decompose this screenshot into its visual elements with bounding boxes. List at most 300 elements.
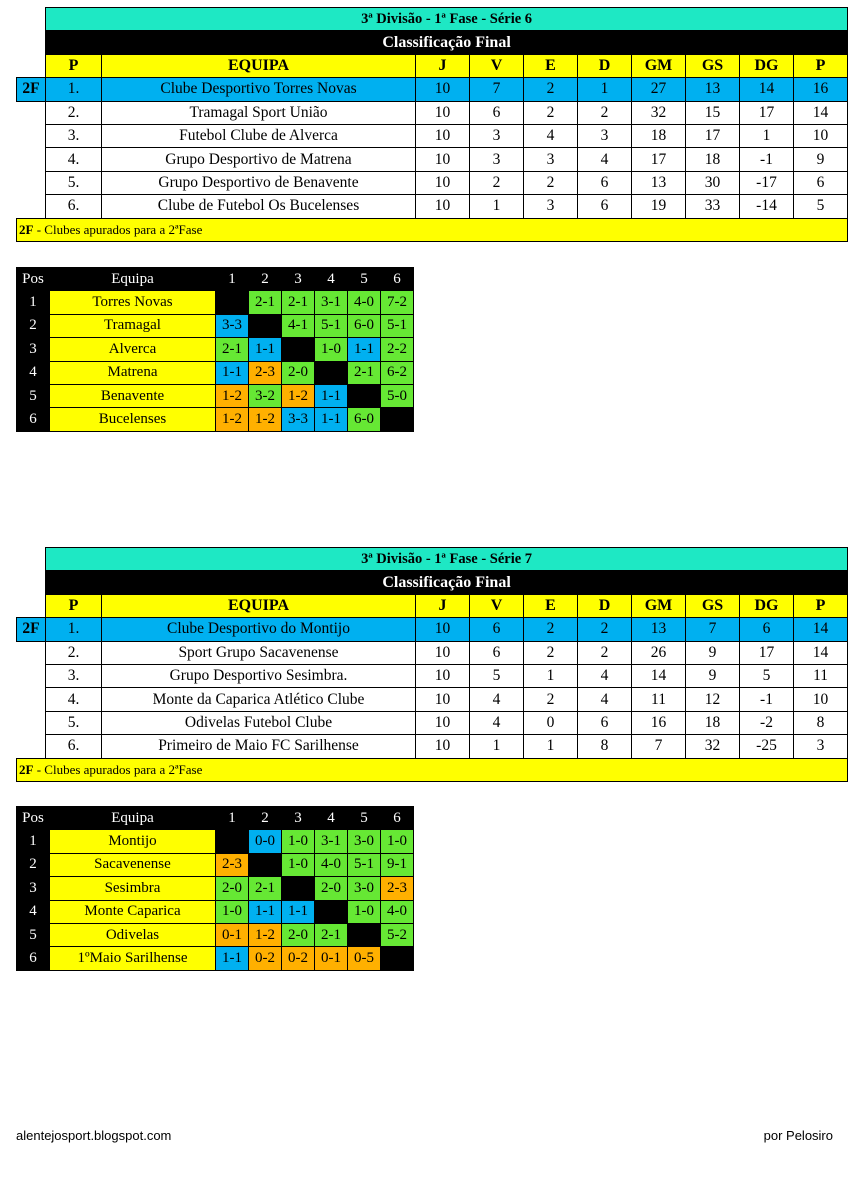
result-cell: 6-0: [348, 314, 381, 337]
matrix-team: 1ºMaio Sarilhense: [50, 947, 216, 970]
cell-points: 14: [794, 618, 848, 641]
cell-team: Sport Grupo Sacavenense: [102, 641, 416, 664]
result-cell: 2-1: [315, 923, 348, 946]
cell-lost: 4: [578, 688, 632, 711]
matrix-team: Sesimbra: [50, 877, 216, 900]
matrix-pos: 3: [17, 338, 50, 361]
cell-pos: 1.: [46, 618, 102, 641]
cell-won: 2: [470, 171, 524, 194]
cell-team: Clube Desportivo do Montijo: [102, 618, 416, 641]
cell-goals-for: 13: [632, 171, 686, 194]
matrix-team: Monte Caparica: [50, 900, 216, 923]
cell-drawn: 2: [524, 101, 578, 124]
cell-goals-against: 30: [686, 171, 740, 194]
cell-won: 6: [470, 101, 524, 124]
result-cell: 2-0: [282, 361, 315, 384]
qualified-badge: 2F: [17, 78, 46, 101]
result-cell: 1-1: [282, 900, 315, 923]
cell-lost: 2: [578, 101, 632, 124]
result-cell: 1-0: [315, 338, 348, 361]
cell-points: 14: [794, 641, 848, 664]
cell-pos: 3.: [46, 664, 102, 687]
matrix-team: Montijo: [50, 830, 216, 853]
result-cell: 2-0: [282, 923, 315, 946]
matrix-header-team: Equipa: [50, 807, 216, 830]
cell-drawn: 0: [524, 711, 578, 734]
col-header-goals-for: GM: [632, 54, 686, 77]
col-header-team: EQUIPA: [102, 54, 416, 77]
cell-played: 10: [416, 641, 470, 664]
cell-pos: 5.: [46, 711, 102, 734]
legend-text: - Clubes apurados para a 2ªFase: [33, 221, 203, 237]
matrix-row: [17, 338, 414, 361]
col-header-goals-against: GS: [686, 54, 740, 77]
result-cell: 1-0: [216, 900, 249, 923]
cell-team: Clube Desportivo Torres Novas: [102, 78, 416, 101]
matrix-self-cell: [249, 853, 282, 876]
matrix-self-cell: [315, 361, 348, 384]
standings-subtitle: Classificação Final: [46, 571, 848, 594]
matrix-team: Sacavenense: [50, 853, 216, 876]
matrix-row: [17, 830, 414, 853]
result-cell: 1-1: [216, 361, 249, 384]
cell-points: 3: [794, 735, 848, 758]
cell-pos: 4.: [46, 688, 102, 711]
matrix-self-cell: [348, 384, 381, 407]
result-cell: 0-1: [216, 923, 249, 946]
cell-goals-against: 32: [686, 735, 740, 758]
matrix-team: Alverca: [50, 338, 216, 361]
col-header-pos: P: [46, 594, 102, 617]
matrix-self-cell: [216, 830, 249, 853]
matrix-team: Odivelas: [50, 923, 216, 946]
cell-points: 14: [794, 101, 848, 124]
matrix-self-cell: [282, 338, 315, 361]
footer-author: por Pelosiro: [763, 1128, 833, 1143]
matrix-header-row: [17, 268, 414, 291]
results-matrix-serie-7: [16, 806, 414, 971]
result-cell: 3-0: [348, 877, 381, 900]
cell-goal-diff: 6: [740, 618, 794, 641]
cell-played: 10: [416, 124, 470, 147]
result-cell: 0-5: [348, 947, 381, 970]
cell-played: 10: [416, 618, 470, 641]
col-header-goal-diff: DG: [740, 594, 794, 617]
result-cell: 1-1: [249, 900, 282, 923]
matrix-header-3: 3: [282, 268, 315, 291]
result-cell: 9-1: [381, 853, 414, 876]
cell-pos: 6.: [46, 735, 102, 758]
cell-goal-diff: -14: [740, 195, 794, 218]
matrix-row: [17, 923, 414, 946]
result-cell: 3-3: [216, 314, 249, 337]
legend: [17, 218, 848, 241]
results-matrix-serie-6: [16, 267, 414, 432]
matrix-header-3: 3: [282, 807, 315, 830]
matrix-header-1: 1: [216, 807, 249, 830]
cell-drawn: 2: [524, 688, 578, 711]
cell-won: 4: [470, 688, 524, 711]
qualified-badge: 2F: [17, 618, 46, 641]
matrix-team: Matrena: [50, 361, 216, 384]
standings-title-row: [17, 8, 848, 31]
cell-lost: 4: [578, 664, 632, 687]
result-cell: 3-0: [348, 830, 381, 853]
cell-pos: 5.: [46, 171, 102, 194]
result-cell: 1-2: [216, 384, 249, 407]
legend-text: - Clubes apurados para a 2ªFase: [33, 761, 203, 777]
result-cell: 2-3: [216, 853, 249, 876]
cell-won: 4: [470, 711, 524, 734]
matrix-self-cell: [216, 291, 249, 314]
table-row: [17, 101, 848, 124]
cell-lost: 8: [578, 735, 632, 758]
cell-played: 10: [416, 688, 470, 711]
col-header-drawn: E: [524, 54, 578, 77]
matrix-header-5: 5: [348, 807, 381, 830]
result-cell: 2-3: [381, 877, 414, 900]
matrix-row: [17, 384, 414, 407]
cell-drawn: 2: [524, 618, 578, 641]
matrix-pos: 6: [17, 947, 50, 970]
legend: [17, 758, 848, 781]
cell-goal-diff: -1: [740, 688, 794, 711]
footer-source: alentejosport.blogspot.com: [16, 1128, 172, 1143]
cell-team: Odivelas Futebol Clube: [102, 711, 416, 734]
col-header-goals-for: GM: [632, 594, 686, 617]
cell-drawn: 1: [524, 664, 578, 687]
cell-lost: 3: [578, 124, 632, 147]
result-cell: 2-1: [282, 291, 315, 314]
result-cell: 2-1: [216, 338, 249, 361]
cell-lost: 1: [578, 78, 632, 101]
cell-goals-for: 14: [632, 664, 686, 687]
matrix-header-row: [17, 807, 414, 830]
matrix-header-5: 5: [348, 268, 381, 291]
cell-goals-for: 32: [632, 101, 686, 124]
cell-drawn: 2: [524, 641, 578, 664]
cell-team: Tramagal Sport União: [102, 101, 416, 124]
table-row: [17, 618, 848, 641]
matrix-team: Benavente: [50, 384, 216, 407]
col-header-won: V: [470, 594, 524, 617]
cell-goal-diff: 17: [740, 641, 794, 664]
matrix-self-cell: [381, 408, 414, 431]
cell-pos: 6.: [46, 195, 102, 218]
standings-title: 3ª Divisão - 1ª Fase - Série 6: [46, 8, 848, 31]
table-row: [17, 124, 848, 147]
result-cell: 6-2: [381, 361, 414, 384]
matrix-header-pos: Pos: [17, 268, 50, 291]
cell-points: 16: [794, 78, 848, 101]
cell-goals-against: 9: [686, 664, 740, 687]
cell-won: 6: [470, 641, 524, 664]
legend-row: [17, 758, 848, 781]
cell-played: 10: [416, 195, 470, 218]
result-cell: 0-2: [249, 947, 282, 970]
matrix-row: [17, 408, 414, 431]
cell-drawn: 3: [524, 195, 578, 218]
cell-points: 11: [794, 664, 848, 687]
result-cell: 3-1: [315, 830, 348, 853]
cell-played: 10: [416, 711, 470, 734]
cell-points: 9: [794, 148, 848, 171]
cell-lost: 2: [578, 618, 632, 641]
cell-played: 10: [416, 78, 470, 101]
result-cell: 1-0: [348, 900, 381, 923]
result-cell: 1-0: [282, 830, 315, 853]
cell-goal-diff: 14: [740, 78, 794, 101]
col-header-won: V: [470, 54, 524, 77]
result-cell: 3-1: [315, 291, 348, 314]
cell-pos: 2.: [46, 101, 102, 124]
legend-key: 2F: [19, 221, 34, 237]
cell-team: Grupo Desportivo Sesimbra.: [102, 664, 416, 687]
cell-goal-diff: 1: [740, 124, 794, 147]
result-cell: 5-1: [315, 314, 348, 337]
table-row: [17, 195, 848, 218]
standings-table-serie-6: [16, 7, 848, 242]
cell-points: 6: [794, 171, 848, 194]
table-row: [17, 148, 848, 171]
cell-lost: 4: [578, 148, 632, 171]
result-cell: 2-2: [381, 338, 414, 361]
cell-goals-for: 7: [632, 735, 686, 758]
result-cell: 1-1: [315, 384, 348, 407]
col-header-lost: D: [578, 54, 632, 77]
standings-table-serie-7: [16, 547, 848, 782]
standings-title-row: [17, 548, 848, 571]
result-cell: 4-0: [348, 291, 381, 314]
table-row: [17, 735, 848, 758]
cell-team: Grupo Desportivo de Benavente: [102, 171, 416, 194]
col-header-played: J: [416, 54, 470, 77]
matrix-pos: 5: [17, 923, 50, 946]
cell-won: 3: [470, 148, 524, 171]
cell-goals-for: 18: [632, 124, 686, 147]
cell-drawn: 1: [524, 735, 578, 758]
matrix-pos: 4: [17, 900, 50, 923]
cell-drawn: 2: [524, 78, 578, 101]
cell-points: 5: [794, 195, 848, 218]
cell-goals-against: 9: [686, 641, 740, 664]
matrix-header-2: 2: [249, 807, 282, 830]
result-cell: 0-1: [315, 947, 348, 970]
cell-goals-for: 17: [632, 148, 686, 171]
result-cell: 7-2: [381, 291, 414, 314]
result-cell: 5-0: [381, 384, 414, 407]
cell-played: 10: [416, 664, 470, 687]
matrix-row: [17, 853, 414, 876]
matrix-self-cell: [249, 314, 282, 337]
matrix-pos: 3: [17, 877, 50, 900]
cell-goals-for: 11: [632, 688, 686, 711]
cell-team: Monte da Caparica Atlético Clube: [102, 688, 416, 711]
cell-lost: 6: [578, 195, 632, 218]
result-cell: 0-2: [282, 947, 315, 970]
result-cell: 3-3: [282, 408, 315, 431]
cell-drawn: 2: [524, 171, 578, 194]
col-header-goal-diff: DG: [740, 54, 794, 77]
result-cell: 2-3: [249, 361, 282, 384]
cell-lost: 2: [578, 641, 632, 664]
result-cell: 5-1: [348, 853, 381, 876]
matrix-header-pos: Pos: [17, 807, 50, 830]
result-cell: 1-1: [315, 408, 348, 431]
matrix-header-4: 4: [315, 807, 348, 830]
col-header-team: EQUIPA: [102, 594, 416, 617]
standings-subtitle: Classificação Final: [46, 31, 848, 54]
cell-pos: 1.: [46, 78, 102, 101]
cell-goal-diff: -17: [740, 171, 794, 194]
matrix-self-cell: [348, 923, 381, 946]
result-cell: 5-1: [381, 314, 414, 337]
cell-drawn: 4: [524, 124, 578, 147]
result-cell: 2-0: [216, 877, 249, 900]
col-header-points: P: [794, 54, 848, 77]
cell-won: 3: [470, 124, 524, 147]
cell-won: 7: [470, 78, 524, 101]
cell-won: 1: [470, 195, 524, 218]
matrix-row: [17, 314, 414, 337]
col-header-pos: P: [46, 54, 102, 77]
table-row: [17, 171, 848, 194]
cell-played: 10: [416, 148, 470, 171]
cell-points: 8: [794, 711, 848, 734]
matrix-self-cell: [282, 877, 315, 900]
cell-goals-for: 26: [632, 641, 686, 664]
result-cell: 4-0: [381, 900, 414, 923]
matrix-pos: 2: [17, 314, 50, 337]
cell-goal-diff: -1: [740, 148, 794, 171]
standings-title: 3ª Divisão - 1ª Fase - Série 7: [46, 548, 848, 571]
matrix-header-6: 6: [381, 807, 414, 830]
col-header-points: P: [794, 594, 848, 617]
cell-pos: 2.: [46, 641, 102, 664]
cell-played: 10: [416, 735, 470, 758]
matrix-header-1: 1: [216, 268, 249, 291]
standings-subtitle-row: [17, 571, 848, 594]
cell-goal-diff: 17: [740, 101, 794, 124]
cell-points: 10: [794, 688, 848, 711]
matrix-header-team: Equipa: [50, 268, 216, 291]
matrix-pos: 2: [17, 853, 50, 876]
matrix-row: [17, 361, 414, 384]
cell-team: Primeiro de Maio FC Sarilhense: [102, 735, 416, 758]
result-cell: 1-1: [216, 947, 249, 970]
cell-goals-against: 18: [686, 148, 740, 171]
cell-goal-diff: 5: [740, 664, 794, 687]
result-cell: 1-2: [249, 923, 282, 946]
result-cell: 2-1: [249, 877, 282, 900]
cell-goals-for: 13: [632, 618, 686, 641]
matrix-pos: 1: [17, 291, 50, 314]
col-header-goals-against: GS: [686, 594, 740, 617]
cell-goals-against: 13: [686, 78, 740, 101]
result-cell: 1-1: [348, 338, 381, 361]
matrix-header-2: 2: [249, 268, 282, 291]
result-cell: 2-1: [249, 291, 282, 314]
cell-team: Clube de Futebol Os Bucelenses: [102, 195, 416, 218]
cell-goals-for: 19: [632, 195, 686, 218]
cell-played: 10: [416, 101, 470, 124]
matrix-header-4: 4: [315, 268, 348, 291]
result-cell: 1-1: [249, 338, 282, 361]
col-header-played: J: [416, 594, 470, 617]
result-cell: 1-0: [282, 853, 315, 876]
cell-drawn: 3: [524, 148, 578, 171]
cell-lost: 6: [578, 711, 632, 734]
matrix-row: [17, 900, 414, 923]
standings-subtitle-row: [17, 31, 848, 54]
result-cell: 2-1: [348, 361, 381, 384]
matrix-pos: 4: [17, 361, 50, 384]
cell-lost: 6: [578, 171, 632, 194]
matrix-row: [17, 947, 414, 970]
matrix-team: Tramagal: [50, 314, 216, 337]
legend-key: 2F: [19, 761, 34, 777]
cell-goal-diff: -2: [740, 711, 794, 734]
result-cell: 6-0: [348, 408, 381, 431]
result-cell: 2-0: [315, 877, 348, 900]
cell-goals-for: 27: [632, 78, 686, 101]
result-cell: 5-2: [381, 923, 414, 946]
cell-goals-against: 18: [686, 711, 740, 734]
cell-goals-against: 12: [686, 688, 740, 711]
matrix-pos: 1: [17, 830, 50, 853]
standings-header-row: [17, 54, 848, 77]
matrix-team: Torres Novas: [50, 291, 216, 314]
result-cell: 1-2: [216, 408, 249, 431]
result-cell: 1-2: [282, 384, 315, 407]
cell-goal-diff: -25: [740, 735, 794, 758]
cell-won: 1: [470, 735, 524, 758]
table-row: [17, 641, 848, 664]
result-cell: 4-1: [282, 314, 315, 337]
cell-team: Grupo Desportivo de Matrena: [102, 148, 416, 171]
table-row: [17, 711, 848, 734]
cell-goals-against: 33: [686, 195, 740, 218]
matrix-row: [17, 291, 414, 314]
matrix-pos: 5: [17, 384, 50, 407]
result-cell: 3-2: [249, 384, 282, 407]
result-cell: 4-0: [315, 853, 348, 876]
cell-points: 10: [794, 124, 848, 147]
cell-goals-against: 7: [686, 618, 740, 641]
cell-goals-for: 16: [632, 711, 686, 734]
cell-team: Futebol Clube de Alverca: [102, 124, 416, 147]
standings-header-row: [17, 594, 848, 617]
cell-pos: 4.: [46, 148, 102, 171]
result-cell: 1-2: [249, 408, 282, 431]
legend-row: [17, 218, 848, 241]
matrix-team: Bucelenses: [50, 408, 216, 431]
matrix-row: [17, 877, 414, 900]
cell-goals-against: 15: [686, 101, 740, 124]
cell-pos: 3.: [46, 124, 102, 147]
matrix-self-cell: [315, 900, 348, 923]
cell-won: 5: [470, 664, 524, 687]
result-cell: 0-0: [249, 830, 282, 853]
table-row: [17, 688, 848, 711]
cell-played: 10: [416, 171, 470, 194]
result-cell: 1-0: [381, 830, 414, 853]
col-header-drawn: E: [524, 594, 578, 617]
matrix-header-6: 6: [381, 268, 414, 291]
table-row: [17, 664, 848, 687]
table-row: [17, 78, 848, 101]
cell-won: 6: [470, 618, 524, 641]
